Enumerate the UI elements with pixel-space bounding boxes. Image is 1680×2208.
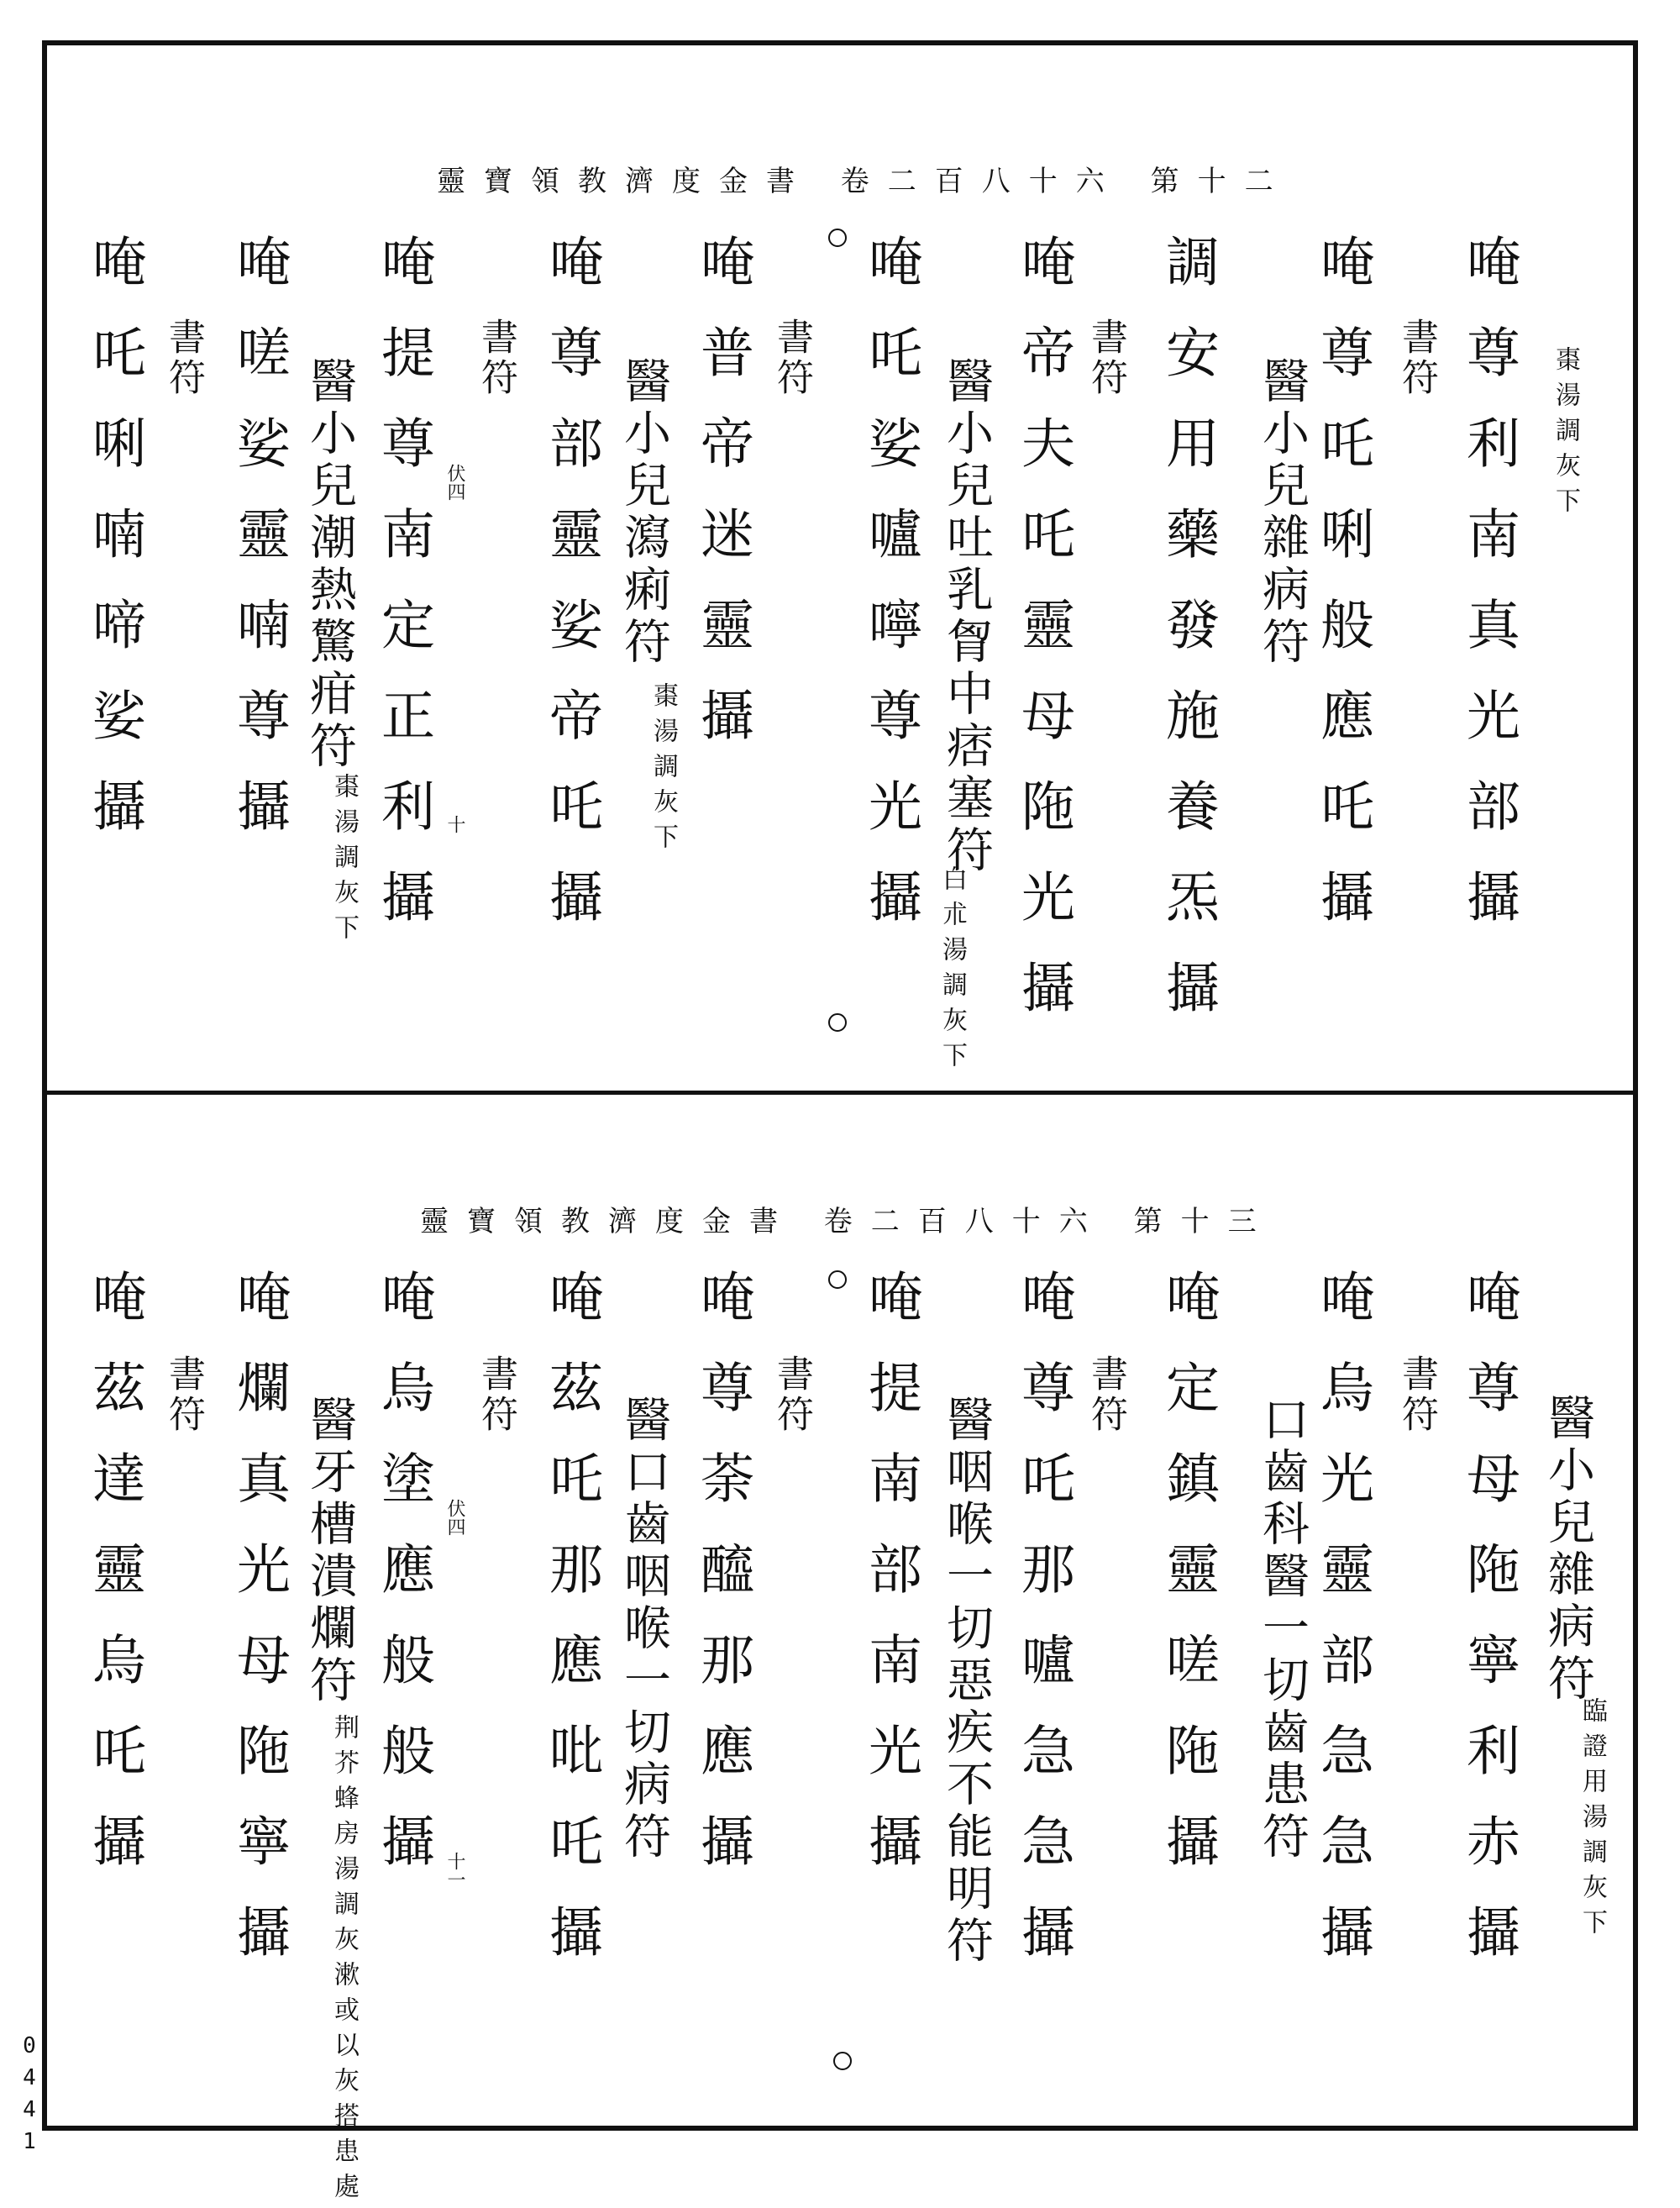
bottom-col-15-title: 醫牙槽潰爛符 — [302, 1395, 357, 1707]
bottom-col-6-label: 書符 — [1084, 1354, 1127, 1435]
bottom-col-13-mark-eleven: 十一 — [444, 1852, 465, 1889]
bottom-circle-lower — [833, 2052, 852, 2070]
bottom-col-3-title: 口齒科醫一切齒患符 — [1255, 1395, 1310, 1864]
top-col-16-mantra: 唵吒唎喃啼娑攝 — [83, 234, 145, 869]
bottom-col-9-title: 醫口齒咽喉一切病符 — [617, 1395, 671, 1864]
bottom-col-3-label: 書符 — [1395, 1354, 1438, 1435]
bottom-col-7-mantra: 唵尊吒那嚧急急攝 — [1012, 1269, 1074, 1995]
bottom-col-14-mantra: 唵烏塗應般般攝 — [372, 1269, 434, 1904]
top-col-2-title: 醫小兒雜病符 — [1255, 356, 1310, 669]
bottom-col-17-label: 書符 — [162, 1354, 205, 1435]
top-col-3-mantra: 唵尊吒唎般應吒攝 — [1311, 234, 1373, 959]
bottom-col-18-mantra: 唵茲達靈烏吒攝 — [83, 1269, 145, 1904]
top-col-10-label: 書符 — [475, 318, 517, 398]
top-col-14-label: 書符 — [162, 318, 205, 398]
bottom-col-4-mantra: 唵烏光靈部急急攝 — [1311, 1269, 1373, 1995]
bottom-col-1-title: 醫小兒雜病符 — [1541, 1393, 1595, 1706]
bottom-col-6-title: 醫咽喉一切惡疾不能明符 — [939, 1395, 994, 1968]
top-col-8-label: 書符 — [770, 318, 813, 398]
top-col-2-label: 書符 — [1395, 318, 1438, 398]
top-col-5-note: 白朮湯調灰下 — [937, 865, 967, 1077]
top-col-15-mantra: 唵嗟娑靈喃尊攝 — [228, 234, 290, 869]
top-col-12-title: 醫小兒潮熱驚疳符 — [302, 356, 357, 773]
bottom-col-11-label: 書符 — [475, 1354, 517, 1435]
top-col-1-note: 棗湯調灰下 — [1551, 346, 1580, 523]
top-col-7-mantra: 唵吒娑嚧嚀尊光攝 — [859, 234, 921, 959]
bottom-col-13-mark-fu: 伏四 — [444, 1499, 465, 1536]
top-col-12-mark-ten: 十 — [444, 815, 465, 833]
top-col-6-mantra: 唵帝夫吒靈母陁光攝 — [1012, 234, 1074, 1050]
top-col-9-mantra: 唵普帝迷靈攝 — [691, 234, 753, 778]
top-col-12-note: 棗湯調灰下 — [329, 773, 359, 949]
top-circle-lower — [828, 1013, 847, 1032]
top-circle-upper — [828, 229, 847, 247]
bottom-col-1-note: 臨證用湯調灰下 — [1578, 1697, 1607, 1944]
bottom-col-9-label: 書符 — [770, 1354, 813, 1435]
top-col-12-mark-fu: 伏四 — [444, 464, 465, 501]
bottom-col-8-mantra: 唵提南部南光攝 — [859, 1269, 921, 1904]
top-col-8-title: 醫小兒瀉痢符 — [617, 356, 671, 669]
top-col-1-mantra: 唵尊利南真光部攝 — [1457, 234, 1520, 959]
bottom-page-header: 靈寶領教濟度金書 卷二百八十六 第十三 — [420, 1205, 1275, 1238]
bottom-col-16-mantra: 唵爛真光母陁寧攝 — [228, 1269, 290, 1995]
top-col-5-title: 醫小兒吐乳胷中痞塞符 — [939, 356, 994, 877]
bottom-circle-upper — [828, 1270, 847, 1289]
bottom-col-15-note: 荆芥蜂房湯調灰漱或以灰搭患處 — [329, 1714, 359, 2208]
top-col-5-label: 書符 — [1084, 318, 1127, 398]
top-col-8-note: 棗湯調灰下 — [648, 682, 678, 859]
top-col-11-mantra: 唵尊部靈娑帝吒攝 — [540, 234, 602, 959]
bottom-col-2-mantra: 唵尊母陁寧利赤攝 — [1457, 1269, 1520, 1995]
bottom-col-12-mantra: 唵茲吒那應吡吒攝 — [540, 1269, 602, 1995]
page-number: 0441 — [17, 2033, 42, 2161]
top-col-4-mantra: 調安用藥發施養炁攝 — [1157, 234, 1219, 1050]
bottom-col-10-mantra: 唵尊荼醯那應攝 — [691, 1269, 753, 1904]
top-page-header: 靈寶領教濟度金書 卷二百八十六 第十二 — [437, 165, 1292, 198]
top-col-13-mantra: 唵提尊南定正利攝 — [372, 234, 434, 959]
bottom-col-5-mantra: 唵定鎮靈嗟陁攝 — [1157, 1269, 1219, 1904]
page-divider — [47, 1091, 1633, 1095]
